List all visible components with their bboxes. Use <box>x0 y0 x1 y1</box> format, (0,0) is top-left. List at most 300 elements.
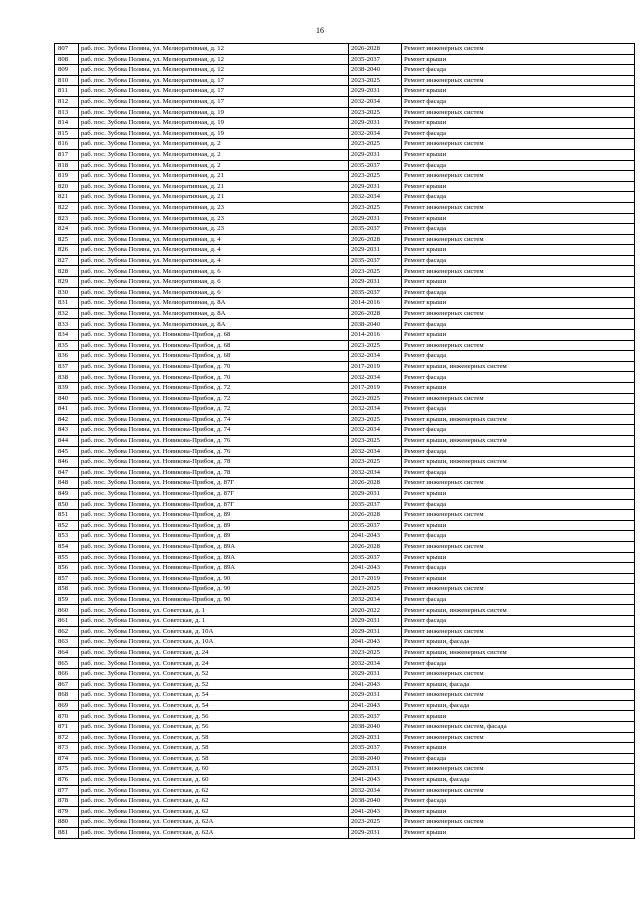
period-cell: 2026-2028 <box>349 234 402 245</box>
period-cell: 2023-2025 <box>349 584 402 595</box>
table-row <box>55 647 635 658</box>
period-cell: 2023-2025 <box>349 457 402 468</box>
address-cell: раб. пос. Зубова Поляна, ул. Мелиоративная, д. 17 <box>79 75 349 86</box>
period-cell: 2029-2031 <box>349 616 402 627</box>
address-cell: раб. пос. Зубова Поляна, ул. Мелиоративная, д. 19 <box>79 107 349 118</box>
work-type-cell: Ремонт фасада <box>402 128 635 139</box>
address-cell: раб. пос. Зубова Поляна, ул. Советская, д. 62 <box>79 806 349 817</box>
table-row <box>55 44 635 55</box>
address-cell: раб. пос. Зубова Поляна, ул. Мелиоративная, д. 12 <box>79 44 349 55</box>
work-type-cell: Ремонт инженерных систем <box>402 266 635 277</box>
address-cell: раб. пос. Зубова Поляна, ул. Советская, д. 1 <box>79 605 349 616</box>
period-cell: 2023-2025 <box>349 647 402 658</box>
address-cell: раб. пос. Зубова Поляна, ул. Новикова-Прибоя, д. 90 <box>79 573 349 584</box>
period-cell: 2029-2031 <box>349 488 402 499</box>
work-type-cell: Ремонт фасада <box>402 563 635 574</box>
work-type-cell: Ремонт фасада <box>402 753 635 764</box>
work-type-cell: Ремонт фасада <box>402 446 635 457</box>
row-number-cell: 836 <box>55 351 79 362</box>
row-number-cell: 844 <box>55 435 79 446</box>
period-cell: 2038-2040 <box>349 65 402 76</box>
table-row <box>55 488 635 499</box>
work-type-cell: Ремонт инженерных систем, фасада <box>402 722 635 733</box>
period-cell: 2026-2028 <box>349 541 402 552</box>
table-row <box>55 467 635 478</box>
row-number-cell: 841 <box>55 404 79 415</box>
address-cell: раб. пос. Зубова Поляна, ул. Советская, д. 60 <box>79 764 349 775</box>
row-number-cell: 815 <box>55 128 79 139</box>
work-type-cell: Ремонт крыши, инженерных систем <box>402 435 635 446</box>
work-type-cell: Ремонт инженерных систем <box>402 107 635 118</box>
row-number-cell: 842 <box>55 414 79 425</box>
table-row <box>55 171 635 182</box>
table-row <box>55 616 635 627</box>
row-number-cell: 864 <box>55 647 79 658</box>
address-cell: раб. пос. Зубова Поляна, ул. Новикова-Прибоя, д. 87Г <box>79 478 349 489</box>
address-cell: раб. пос. Зубова Поляна, ул. Советская, д. 24 <box>79 658 349 669</box>
work-type-cell: Ремонт крыши, инженерных систем <box>402 361 635 372</box>
row-number-cell: 853 <box>55 531 79 542</box>
work-type-cell: Ремонт крыши <box>402 277 635 288</box>
period-cell: 2029-2031 <box>349 669 402 680</box>
row-number-cell: 816 <box>55 139 79 150</box>
table-row <box>55 796 635 807</box>
table-row <box>55 637 635 648</box>
period-cell: 2035-2037 <box>349 743 402 754</box>
table-row <box>55 107 635 118</box>
table-row <box>55 383 635 394</box>
table-row <box>55 340 635 351</box>
work-type-cell: Ремонт инженерных систем <box>402 584 635 595</box>
work-type-cell: Ремонт крыши <box>402 806 635 817</box>
address-cell: раб. пос. Зубова Поляна, ул. Мелиоративная, д. 8А <box>79 319 349 330</box>
work-type-cell: Ремонт инженерных систем <box>402 308 635 319</box>
address-cell: раб. пос. Зубова Поляна, ул. Новикова-Прибоя, д. 89 <box>79 531 349 542</box>
address-cell: раб. пос. Зубова Поляна, ул. Мелиоративная, д. 19 <box>79 128 349 139</box>
address-cell: раб. пос. Зубова Поляна, ул. Советская, д. 58 <box>79 732 349 743</box>
table-row <box>55 224 635 235</box>
row-number-cell: 811 <box>55 86 79 97</box>
work-type-cell: Ремонт инженерных систем <box>402 669 635 680</box>
row-number-cell: 877 <box>55 785 79 796</box>
table-row <box>55 700 635 711</box>
work-type-cell: Ремонт фасада <box>402 65 635 76</box>
period-cell: 2035-2037 <box>349 499 402 510</box>
address-cell: раб. пос. Зубова Поляна, ул. Новикова-Прибоя, д. 87Г <box>79 499 349 510</box>
address-cell: раб. пос. Зубова Поляна, ул. Новикова-Прибоя, д. 76 <box>79 435 349 446</box>
row-number-cell: 851 <box>55 510 79 521</box>
address-cell: раб. пос. Зубова Поляна, ул. Мелиоративная, д. 6 <box>79 277 349 288</box>
work-type-cell: Ремонт крыши <box>402 383 635 394</box>
address-cell: раб. пос. Зубова Поляна, ул. Советская, д. 58 <box>79 753 349 764</box>
table-row <box>55 722 635 733</box>
table-row <box>55 531 635 542</box>
period-cell: 2032-2034 <box>349 446 402 457</box>
period-cell: 2023-2025 <box>349 817 402 828</box>
work-type-cell: Ремонт фасада <box>402 372 635 383</box>
row-number-cell: 827 <box>55 255 79 266</box>
row-number-cell: 813 <box>55 107 79 118</box>
period-cell: 2032-2034 <box>349 658 402 669</box>
address-cell: раб. пос. Зубова Поляна, ул. Советская, д. 62 <box>79 796 349 807</box>
row-number-cell: 832 <box>55 308 79 319</box>
work-type-cell: Ремонт инженерных систем <box>402 44 635 55</box>
table-row <box>55 584 635 595</box>
table-row <box>55 266 635 277</box>
work-type-cell: Ремонт крыши <box>402 743 635 754</box>
period-cell: 2017-2019 <box>349 361 402 372</box>
period-cell: 2026-2028 <box>349 308 402 319</box>
address-cell: раб. пос. Зубова Поляна, ул. Новикова-Прибоя, д. 89А <box>79 541 349 552</box>
table-row <box>55 573 635 584</box>
row-number-cell: 867 <box>55 679 79 690</box>
work-type-cell: Ремонт фасада <box>402 319 635 330</box>
row-number-cell: 819 <box>55 171 79 182</box>
row-number-cell: 858 <box>55 584 79 595</box>
address-cell: раб. пос. Зубова Поляна, ул. Мелиоративная, д. 17 <box>79 86 349 97</box>
table-row <box>55 425 635 436</box>
row-number-cell: 849 <box>55 488 79 499</box>
table-row <box>55 361 635 372</box>
address-cell: раб. пос. Зубова Поляна, ул. Мелиоративная, д. 6 <box>79 266 349 277</box>
table-row <box>55 414 635 425</box>
row-number-cell: 843 <box>55 425 79 436</box>
row-number-cell: 871 <box>55 722 79 733</box>
table-row <box>55 743 635 754</box>
address-cell: раб. пос. Зубова Поляна, ул. Советская, д. 56 <box>79 711 349 722</box>
work-type-cell: Ремонт инженерных систем <box>402 234 635 245</box>
period-cell: 2041-2043 <box>349 774 402 785</box>
row-number-cell: 856 <box>55 563 79 574</box>
row-number-cell: 825 <box>55 234 79 245</box>
period-cell: 2038-2040 <box>349 319 402 330</box>
row-number-cell: 817 <box>55 149 79 160</box>
work-type-cell: Ремонт крыши <box>402 573 635 584</box>
work-type-cell: Ремонт инженерных систем <box>402 340 635 351</box>
work-type-cell: Ремонт инженерных систем <box>402 202 635 213</box>
table-row <box>55 764 635 775</box>
period-cell: 2029-2031 <box>349 690 402 701</box>
work-type-cell: Ремонт инженерных систем <box>402 732 635 743</box>
row-number-cell: 808 <box>55 54 79 65</box>
row-number-cell: 838 <box>55 372 79 383</box>
period-cell: 2035-2037 <box>349 520 402 531</box>
work-type-cell: Ремонт инженерных систем <box>402 510 635 521</box>
address-cell: раб. пос. Зубова Поляна, ул. Советская, д. 1 <box>79 616 349 627</box>
period-cell: 2032-2034 <box>349 192 402 203</box>
work-type-cell: Ремонт фасада <box>402 96 635 107</box>
table-row <box>55 372 635 383</box>
address-cell: раб. пос. Зубова Поляна, ул. Мелиоративная, д. 12 <box>79 54 349 65</box>
row-number-cell: 834 <box>55 330 79 341</box>
row-number-cell: 823 <box>55 213 79 224</box>
table-row <box>55 160 635 171</box>
work-type-cell: Ремонт фасада <box>402 531 635 542</box>
table-row <box>55 118 635 129</box>
table-row <box>55 75 635 86</box>
address-cell: раб. пос. Зубова Поляна, ул. Советская, д. 52 <box>79 669 349 680</box>
period-cell: 2035-2037 <box>349 287 402 298</box>
address-cell: раб. пос. Зубова Поляна, ул. Новикова-Прибоя, д. 89А <box>79 552 349 563</box>
row-number-cell: 828 <box>55 266 79 277</box>
work-type-cell: Ремонт крыши <box>402 520 635 531</box>
address-cell: раб. пос. Зубова Поляна, ул. Советская, д. 24 <box>79 647 349 658</box>
period-cell: 2029-2031 <box>349 626 402 637</box>
row-number-cell: 809 <box>55 65 79 76</box>
row-number-cell: 829 <box>55 277 79 288</box>
period-cell: 2014-2016 <box>349 298 402 309</box>
work-type-cell: Ремонт инженерных систем <box>402 478 635 489</box>
period-cell: 2023-2025 <box>349 266 402 277</box>
row-number-cell: 818 <box>55 160 79 171</box>
table-row <box>55 96 635 107</box>
row-number-cell: 870 <box>55 711 79 722</box>
table-row <box>55 213 635 224</box>
address-cell: раб. пос. Зубова Поляна, ул. Мелиоративная, д. 8А <box>79 298 349 309</box>
address-cell: раб. пос. Зубова Поляна, ул. Новикова-Прибоя, д. 68 <box>79 330 349 341</box>
work-type-cell: Ремонт крыши, инженерных систем <box>402 414 635 425</box>
row-number-cell: 814 <box>55 118 79 129</box>
table-row <box>55 499 635 510</box>
address-cell: раб. пос. Зубова Поляна, ул. Мелиоративная, д. 4 <box>79 245 349 256</box>
work-type-cell: Ремонт фасада <box>402 224 635 235</box>
address-cell: раб. пос. Зубова Поляна, ул. Новикова-Прибоя, д. 74 <box>79 425 349 436</box>
address-cell: раб. пос. Зубова Поляна, ул. Новикова-Прибоя, д. 72 <box>79 404 349 415</box>
table-row <box>55 255 635 266</box>
period-cell: 2032-2034 <box>349 594 402 605</box>
address-cell: раб. пос. Зубова Поляна, ул. Мелиоративная, д. 8А <box>79 308 349 319</box>
row-number-cell: 876 <box>55 774 79 785</box>
address-cell: раб. пос. Зубова Поляна, ул. Новикова-Прибоя, д. 76 <box>79 446 349 457</box>
row-number-cell: 821 <box>55 192 79 203</box>
period-cell: 2041-2043 <box>349 700 402 711</box>
row-number-cell: 878 <box>55 796 79 807</box>
row-number-cell: 862 <box>55 626 79 637</box>
row-number-cell: 839 <box>55 383 79 394</box>
row-number-cell: 852 <box>55 520 79 531</box>
period-cell: 2041-2043 <box>349 563 402 574</box>
row-number-cell: 807 <box>55 44 79 55</box>
address-cell: раб. пос. Зубова Поляна, ул. Советская, д. 10А <box>79 637 349 648</box>
table-row <box>55 446 635 457</box>
row-number-cell: 822 <box>55 202 79 213</box>
work-type-cell: Ремонт инженерных систем <box>402 139 635 150</box>
period-cell: 2023-2025 <box>349 75 402 86</box>
period-cell: 2026-2028 <box>349 510 402 521</box>
work-type-cell: Ремонт крыши, инженерных систем <box>402 647 635 658</box>
row-number-cell: 874 <box>55 753 79 764</box>
period-cell: 2023-2025 <box>349 139 402 150</box>
table-row <box>55 54 635 65</box>
address-cell: раб. пос. Зубова Поляна, ул. Мелиоративная, д. 2 <box>79 139 349 150</box>
table-row <box>55 605 635 616</box>
address-cell: раб. пос. Зубова Поляна, ул. Мелиоративная, д. 21 <box>79 192 349 203</box>
table-row <box>55 658 635 669</box>
period-cell: 2035-2037 <box>349 160 402 171</box>
work-type-cell: Ремонт крыши, фасада <box>402 700 635 711</box>
table-row <box>55 393 635 404</box>
work-type-cell: Ремонт фасада <box>402 616 635 627</box>
address-cell: раб. пос. Зубова Поляна, ул. Мелиоративная, д. 6 <box>79 287 349 298</box>
row-number-cell: 845 <box>55 446 79 457</box>
address-cell: раб. пос. Зубова Поляна, ул. Новикова-Прибоя, д. 68 <box>79 351 349 362</box>
work-type-cell: Ремонт инженерных систем <box>402 764 635 775</box>
address-cell: раб. пос. Зубова Поляна, ул. Советская, д. 62А <box>79 817 349 828</box>
period-cell: 2023-2025 <box>349 340 402 351</box>
row-number-cell: 826 <box>55 245 79 256</box>
table-row <box>55 457 635 468</box>
address-cell: раб. пос. Зубова Поляна, ул. Советская, д. 10А <box>79 626 349 637</box>
work-type-cell: Ремонт крыши <box>402 181 635 192</box>
period-cell: 2032-2034 <box>349 128 402 139</box>
work-type-cell: Ремонт крыши <box>402 54 635 65</box>
table-row <box>55 626 635 637</box>
row-number-cell: 820 <box>55 181 79 192</box>
period-cell: 2017-2019 <box>349 383 402 394</box>
table-row <box>55 478 635 489</box>
work-type-cell: Ремонт фасада <box>402 160 635 171</box>
period-cell: 2029-2031 <box>349 245 402 256</box>
address-cell: раб. пос. Зубова Поляна, ул. Советская, д. 62 <box>79 785 349 796</box>
work-type-cell: Ремонт крыши <box>402 149 635 160</box>
row-number-cell: 850 <box>55 499 79 510</box>
table-row <box>55 277 635 288</box>
period-cell: 2023-2025 <box>349 435 402 446</box>
period-cell: 2041-2043 <box>349 679 402 690</box>
period-cell: 2038-2040 <box>349 753 402 764</box>
table-row <box>55 287 635 298</box>
address-cell: раб. пос. Зубова Поляна, ул. Новикова-Прибоя, д. 72 <box>79 393 349 404</box>
table-row <box>55 202 635 213</box>
address-cell: раб. пос. Зубова Поляна, ул. Советская, д. 60 <box>79 774 349 785</box>
table-row <box>55 181 635 192</box>
address-cell: раб. пос. Зубова Поляна, ул. Новикова-Прибоя, д. 87Г <box>79 488 349 499</box>
work-type-cell: Ремонт фасада <box>402 404 635 415</box>
row-number-cell: 872 <box>55 732 79 743</box>
address-cell: раб. пос. Зубова Поляна, ул. Новикова-Прибоя, д. 78 <box>79 457 349 468</box>
row-number-cell: 869 <box>55 700 79 711</box>
work-type-cell: Ремонт фасада <box>402 467 635 478</box>
period-cell: 2029-2031 <box>349 181 402 192</box>
table-row <box>55 806 635 817</box>
period-cell: 2032-2034 <box>349 404 402 415</box>
period-cell: 2023-2025 <box>349 107 402 118</box>
work-type-cell: Ремонт крыши, инженерных систем <box>402 605 635 616</box>
row-number-cell: 833 <box>55 319 79 330</box>
address-cell: раб. пос. Зубова Поляна, ул. Мелиоративная, д. 19 <box>79 118 349 129</box>
address-cell: раб. пос. Зубова Поляна, ул. Мелиоративная, д. 17 <box>79 96 349 107</box>
period-cell: 2023-2025 <box>349 414 402 425</box>
row-number-cell: 812 <box>55 96 79 107</box>
row-number-cell: 860 <box>55 605 79 616</box>
address-cell: раб. пос. Зубова Поляна, ул. Мелиоративная, д. 23 <box>79 224 349 235</box>
address-cell: раб. пос. Зубова Поляна, ул. Мелиоративная, д. 12 <box>79 65 349 76</box>
period-cell: 2023-2025 <box>349 171 402 182</box>
address-cell: раб. пос. Зубова Поляна, ул. Новикова-Прибоя, д. 89 <box>79 510 349 521</box>
work-type-cell: Ремонт инженерных систем <box>402 626 635 637</box>
work-type-cell: Ремонт фасада <box>402 287 635 298</box>
work-type-cell: Ремонт крыши <box>402 86 635 97</box>
address-cell: раб. пос. Зубова Поляна, ул. Новикова-Прибоя, д. 74 <box>79 414 349 425</box>
period-cell: 2032-2034 <box>349 785 402 796</box>
period-cell: 2035-2037 <box>349 552 402 563</box>
work-type-cell: Ремонт инженерных систем <box>402 785 635 796</box>
table-row <box>55 690 635 701</box>
period-cell: 2032-2034 <box>349 351 402 362</box>
table-row <box>55 774 635 785</box>
table-row <box>55 404 635 415</box>
period-cell: 2038-2040 <box>349 722 402 733</box>
row-number-cell: 868 <box>55 690 79 701</box>
work-type-cell: Ремонт крыши, инженерных систем <box>402 457 635 468</box>
row-number-cell: 857 <box>55 573 79 584</box>
work-type-cell: Ремонт фасада <box>402 658 635 669</box>
row-number-cell: 879 <box>55 806 79 817</box>
repair-schedule-table <box>54 43 635 839</box>
row-number-cell: 847 <box>55 467 79 478</box>
table-row <box>55 541 635 552</box>
table-row <box>55 510 635 521</box>
table-row <box>55 308 635 319</box>
work-type-cell: Ремонт фасада <box>402 255 635 266</box>
row-number-cell: 837 <box>55 361 79 372</box>
period-cell: 2014-2016 <box>349 330 402 341</box>
period-cell: 2035-2037 <box>349 711 402 722</box>
period-cell: 2035-2037 <box>349 224 402 235</box>
work-type-cell: Ремонт крыши <box>402 488 635 499</box>
address-cell: раб. пос. Зубова Поляна, ул. Новикова-Прибоя, д. 78 <box>79 467 349 478</box>
work-type-cell: Ремонт крыши <box>402 298 635 309</box>
table-row <box>55 330 635 341</box>
period-cell: 2020-2022 <box>349 605 402 616</box>
work-type-cell: Ремонт крыши, фасада <box>402 774 635 785</box>
table-row <box>55 552 635 563</box>
work-type-cell: Ремонт фасада <box>402 594 635 605</box>
period-cell: 2023-2025 <box>349 393 402 404</box>
row-number-cell: 831 <box>55 298 79 309</box>
period-cell: 2029-2031 <box>349 732 402 743</box>
row-number-cell: 855 <box>55 552 79 563</box>
address-cell: раб. пос. Зубова Поляна, ул. Новикова-Прибоя, д. 68 <box>79 340 349 351</box>
period-cell: 2017-2019 <box>349 573 402 584</box>
period-cell: 2041-2043 <box>349 806 402 817</box>
address-cell: раб. пос. Зубова Поляна, ул. Советская, д. 56 <box>79 722 349 733</box>
work-type-cell: Ремонт инженерных систем <box>402 171 635 182</box>
period-cell: 2029-2031 <box>349 213 402 224</box>
table-row <box>55 351 635 362</box>
work-type-cell: Ремонт инженерных систем <box>402 541 635 552</box>
row-number-cell: 835 <box>55 340 79 351</box>
table-row <box>55 128 635 139</box>
address-cell: раб. пос. Зубова Поляна, ул. Новикова-Прибоя, д. 89А <box>79 563 349 574</box>
row-number-cell: 824 <box>55 224 79 235</box>
row-number-cell: 830 <box>55 287 79 298</box>
period-cell: 2029-2031 <box>349 149 402 160</box>
table-row <box>55 785 635 796</box>
table-row <box>55 65 635 76</box>
address-cell: раб. пос. Зубова Поляна, ул. Советская, д. 54 <box>79 690 349 701</box>
address-cell: раб. пос. Зубова Поляна, ул. Мелиоративная, д. 21 <box>79 181 349 192</box>
work-type-cell: Ремонт инженерных систем <box>402 393 635 404</box>
address-cell: раб. пос. Зубова Поляна, ул. Мелиоративная, д. 4 <box>79 255 349 266</box>
period-cell: 2032-2034 <box>349 372 402 383</box>
work-type-cell: Ремонт крыши <box>402 330 635 341</box>
address-cell: раб. пос. Зубова Поляна, ул. Советская, д. 52 <box>79 679 349 690</box>
period-cell: 2041-2043 <box>349 637 402 648</box>
work-type-cell: Ремонт крыши <box>402 245 635 256</box>
period-cell: 2029-2031 <box>349 86 402 97</box>
work-type-cell: Ремонт крыши <box>402 118 635 129</box>
